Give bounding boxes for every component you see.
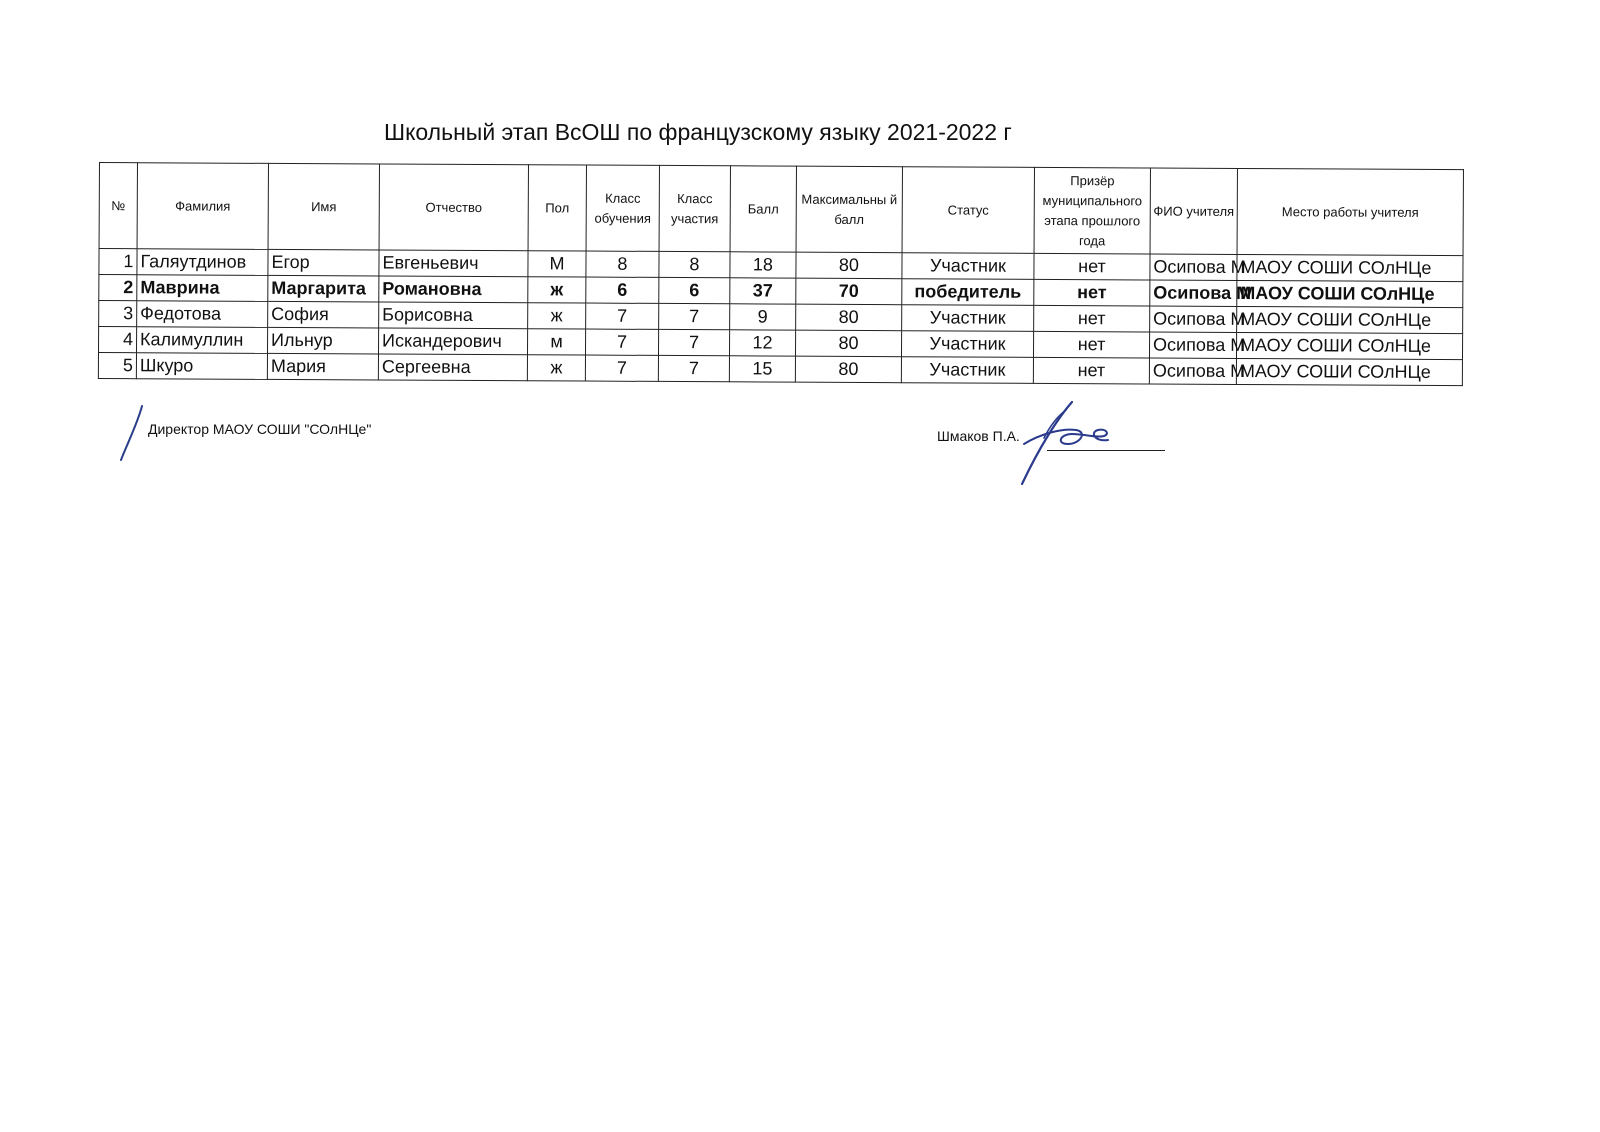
column-header: Статус — [902, 167, 1034, 254]
column-header: Место работы учителя — [1237, 168, 1463, 255]
pen-stroke-mark — [118, 404, 148, 464]
column-header: Класс участия — [659, 165, 730, 251]
table-cell: Шкуро — [136, 353, 267, 380]
column-header: № — [99, 163, 137, 249]
table-header-row — [99, 163, 1463, 256]
table-cell: 8 — [659, 251, 730, 277]
table-cell: Осипова М — [1149, 358, 1236, 384]
column-header: Призёр муниципального этапа прошлого года — [1034, 167, 1150, 254]
table-cell: Калимуллин — [137, 327, 268, 354]
table-cell: 18 — [730, 252, 796, 278]
table-cell: Романовна — [379, 276, 528, 303]
table-cell: 2 — [99, 275, 137, 301]
results-table-wrapper — [98, 162, 1464, 386]
column-header: Имя — [268, 163, 379, 250]
table-cell: м — [527, 329, 585, 355]
table-cell: победитель — [902, 279, 1034, 306]
table-cell: 7 — [586, 303, 659, 329]
table-cell: 4 — [99, 327, 137, 353]
table-cell: 8 — [586, 251, 659, 277]
table-cell: Искандерович — [378, 328, 527, 355]
handwritten-signature — [1010, 398, 1130, 490]
table-cell: нет — [1034, 279, 1150, 306]
table-cell: нет — [1034, 253, 1150, 280]
table-cell: Осипова М — [1150, 306, 1237, 332]
table-cell: Участник — [902, 253, 1034, 280]
table-body — [98, 249, 1463, 386]
table-cell: Мария — [267, 353, 378, 380]
column-header: Максимальны й балл — [796, 166, 902, 253]
table-cell: 7 — [585, 329, 658, 355]
table-cell: Борисовна — [379, 302, 528, 329]
document-title: Школьный этап ВсОШ по французскому языку 2021-2022 г — [384, 119, 1012, 145]
table-cell: 1 — [99, 249, 137, 275]
director-label: Директор МАОУ СОШИ "СОлНЦе" — [148, 421, 372, 437]
table-cell: 80 — [795, 356, 901, 383]
table-cell: МАОУ СОШИ СОлНЦе — [1237, 280, 1463, 307]
table-cell: Участник — [902, 305, 1034, 332]
table-cell: 7 — [585, 355, 658, 381]
table-cell: 80 — [796, 252, 902, 279]
table-cell: 9 — [730, 304, 796, 330]
table-cell: Осипова М — [1150, 254, 1237, 280]
table-cell: Участник — [901, 357, 1033, 384]
column-header: Пол — [528, 165, 586, 251]
table-cell: София — [268, 301, 379, 328]
results-table — [98, 162, 1464, 386]
table-cell: 5 — [98, 353, 136, 379]
table-cell: МАОУ СОШИ СОлНЦе — [1237, 254, 1463, 281]
table-cell: 6 — [659, 277, 730, 303]
column-header: Класс обучения — [586, 165, 659, 251]
table-cell: Федотова — [137, 301, 268, 328]
table-cell: ж — [527, 355, 585, 381]
table-cell: МАОУ СОШИ СОлНЦе — [1237, 306, 1463, 333]
table-cell: 80 — [795, 330, 901, 357]
table-cell: Маргарита — [268, 275, 379, 302]
table-cell: 7 — [658, 329, 729, 355]
table-cell: 37 — [730, 278, 796, 304]
table-cell: 80 — [796, 304, 902, 331]
table-cell: 7 — [658, 355, 729, 381]
table-cell: Евгеньевич — [379, 250, 528, 277]
table-cell: Егор — [268, 249, 379, 276]
table-cell: 70 — [796, 278, 902, 305]
table-cell: нет — [1033, 357, 1149, 384]
table-cell: Ильнур — [268, 327, 379, 354]
table-cell: ж — [528, 277, 586, 303]
table-cell: МАОУ СОШИ СОлНЦе — [1236, 332, 1462, 359]
table-cell: ж — [528, 303, 586, 329]
table-cell: 6 — [586, 277, 659, 303]
table-cell: 7 — [659, 303, 730, 329]
table-cell: нет — [1034, 305, 1150, 332]
table-cell: 15 — [729, 356, 795, 382]
table-cell: 12 — [729, 330, 795, 356]
table-cell: нет — [1033, 331, 1149, 358]
table-cell: Сергеевна — [378, 354, 527, 381]
column-header: Балл — [730, 166, 796, 252]
column-header: Фамилия — [137, 163, 268, 250]
signer-name: Шмаков П.А. — [937, 428, 1020, 444]
table-cell: Маврина — [137, 275, 268, 302]
table-cell: Осипова М — [1149, 332, 1236, 358]
column-header: ФИО учителя — [1150, 168, 1237, 254]
table-cell: Участник — [901, 331, 1033, 358]
table-cell: 3 — [99, 301, 137, 327]
table-cell: Осипова М — [1150, 280, 1237, 306]
table-cell: Галяутдинов — [137, 249, 268, 276]
table-cell: МАОУ СОШИ СОлНЦе — [1236, 358, 1462, 385]
column-header: Отчество — [379, 164, 528, 251]
table-cell: М — [528, 251, 586, 277]
